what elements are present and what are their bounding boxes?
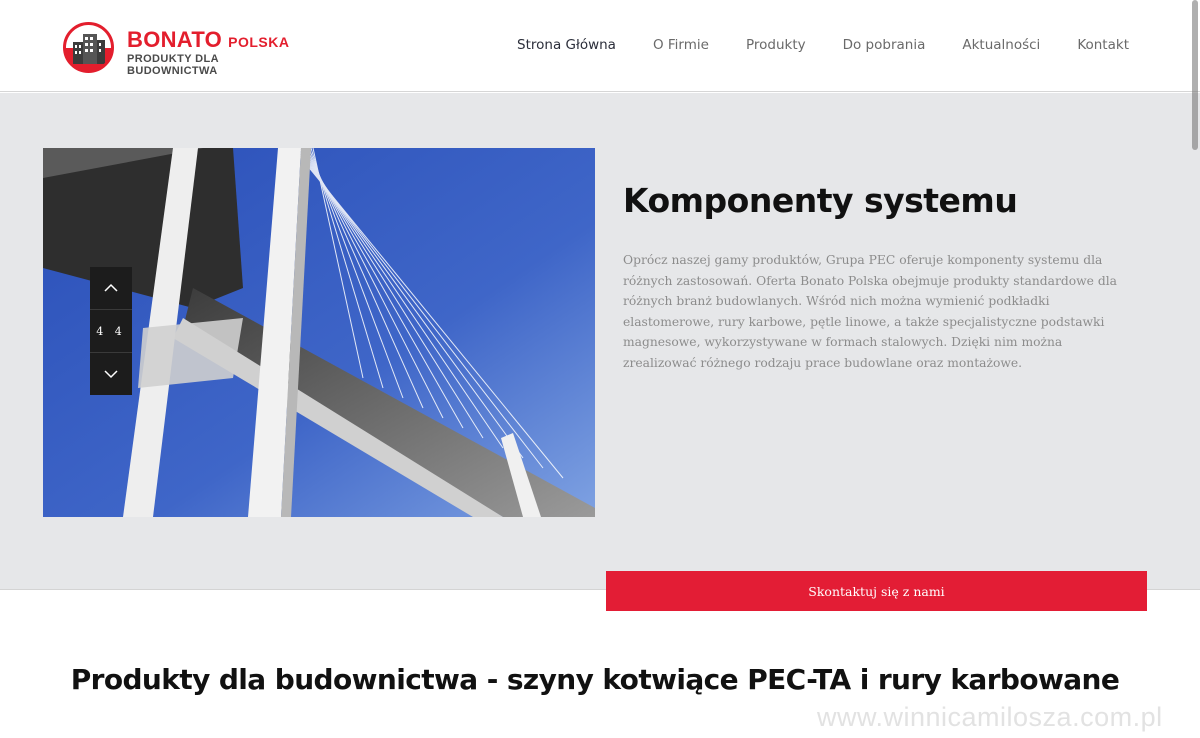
- hero-text: Oprócz naszej gamy produktów, Grupa PEC oferuje komponenty systemu dla różnych zastosowań. Oferta Bonato Polska obejmuje produkty standardowe dla różnych branż budowlanych. Wśród nich można wymienić podkładki elastomerowe, rury karbowe, pętle linowe, a także specjalistyczne podstawki magnesowe, wykorzystywane w formach stalowych. Dzięki nim można zrealizować różnego rodzaju prace budowlane oraz montażowe.: [623, 253, 1117, 370]
- contact-button[interactable]: Skontaktuj się z nami: [606, 571, 1147, 611]
- slide-counter: 4 4: [90, 309, 132, 353]
- slider-controls: [90, 267, 132, 395]
- hero-section: [0, 93, 1200, 590]
- watermark: www.winnicamilosza.com.pl: [817, 702, 1163, 732]
- hero-title: Komponenty systemu: [623, 181, 1018, 220]
- scrollbar[interactable]: [1190, 0, 1200, 738]
- nav-item-strona-glowna[interactable]: Strona Główna: [517, 37, 616, 53]
- logo[interactable]: [63, 22, 303, 77]
- scrollbar-thumb[interactable]: [1192, 0, 1198, 150]
- nav-item-do-pobrania[interactable]: Do pobrania: [842, 37, 926, 53]
- site-header: [0, 0, 1200, 92]
- section-title: Produkty dla budownictwa - szyny kotwiące PEC-TA i rury karbowane: [70, 663, 1120, 696]
- logo-brand-sub: POLSKA: [228, 34, 290, 50]
- nav-item-produkty[interactable]: Produkty: [745, 37, 806, 53]
- main-nav: [480, 37, 1129, 53]
- chevron-up-icon[interactable]: [90, 267, 132, 309]
- logo-brand-name: BONATO: [127, 27, 223, 52]
- nav-item-o-firmie[interactable]: O Firmie: [652, 37, 709, 53]
- hero-bridge-image: [43, 148, 595, 517]
- nav-item-kontakt[interactable]: Kontakt: [1077, 37, 1129, 53]
- chevron-down-icon[interactable]: [90, 353, 132, 395]
- logo-building-icon: [63, 22, 114, 73]
- logo-tagline: PRODUKTY DLA BUDOWNICTWA: [127, 53, 219, 77]
- nav-item-aktualnosci[interactable]: Aktualności: [962, 37, 1041, 53]
- logo-brand: [127, 27, 289, 53]
